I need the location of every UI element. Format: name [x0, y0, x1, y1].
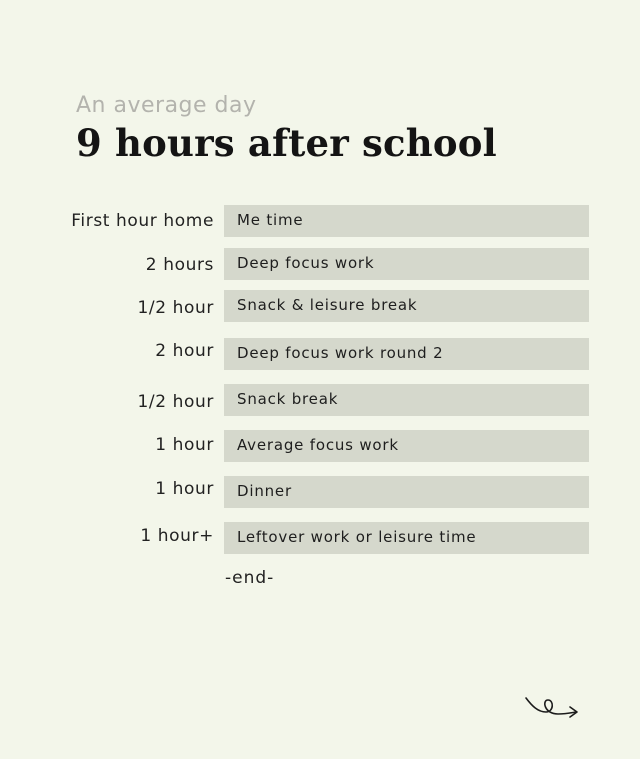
duration-label: 1/2 hour — [137, 392, 214, 412]
activity-bar: Deep focus work round 2 — [224, 338, 589, 370]
duration-label: 1 hour — [155, 435, 214, 455]
duration-label: 1 hour+ — [140, 526, 214, 546]
activity-bar: Leftover work or leisure time — [224, 522, 589, 554]
activity-bar: Deep focus work — [224, 248, 589, 280]
duration-label: 2 hour — [155, 341, 214, 361]
page-title: 9 hours after school — [76, 121, 497, 165]
end-marker: -end- — [225, 568, 275, 588]
activity-bar: Snack break — [224, 384, 589, 416]
subtitle: An average day — [76, 93, 257, 118]
duration-label: 2 hours — [145, 255, 214, 275]
duration-label: 1 hour — [155, 479, 214, 499]
duration-label: 1/2 hour — [137, 298, 214, 318]
activity-bar: Me time — [224, 205, 589, 237]
activity-bar: Snack & leisure break — [224, 290, 589, 322]
activity-bar: Average focus work — [224, 430, 589, 462]
activity-bar: Dinner — [224, 476, 589, 508]
swipe-arrow-icon — [522, 690, 582, 728]
duration-label: First hour home — [71, 211, 214, 231]
